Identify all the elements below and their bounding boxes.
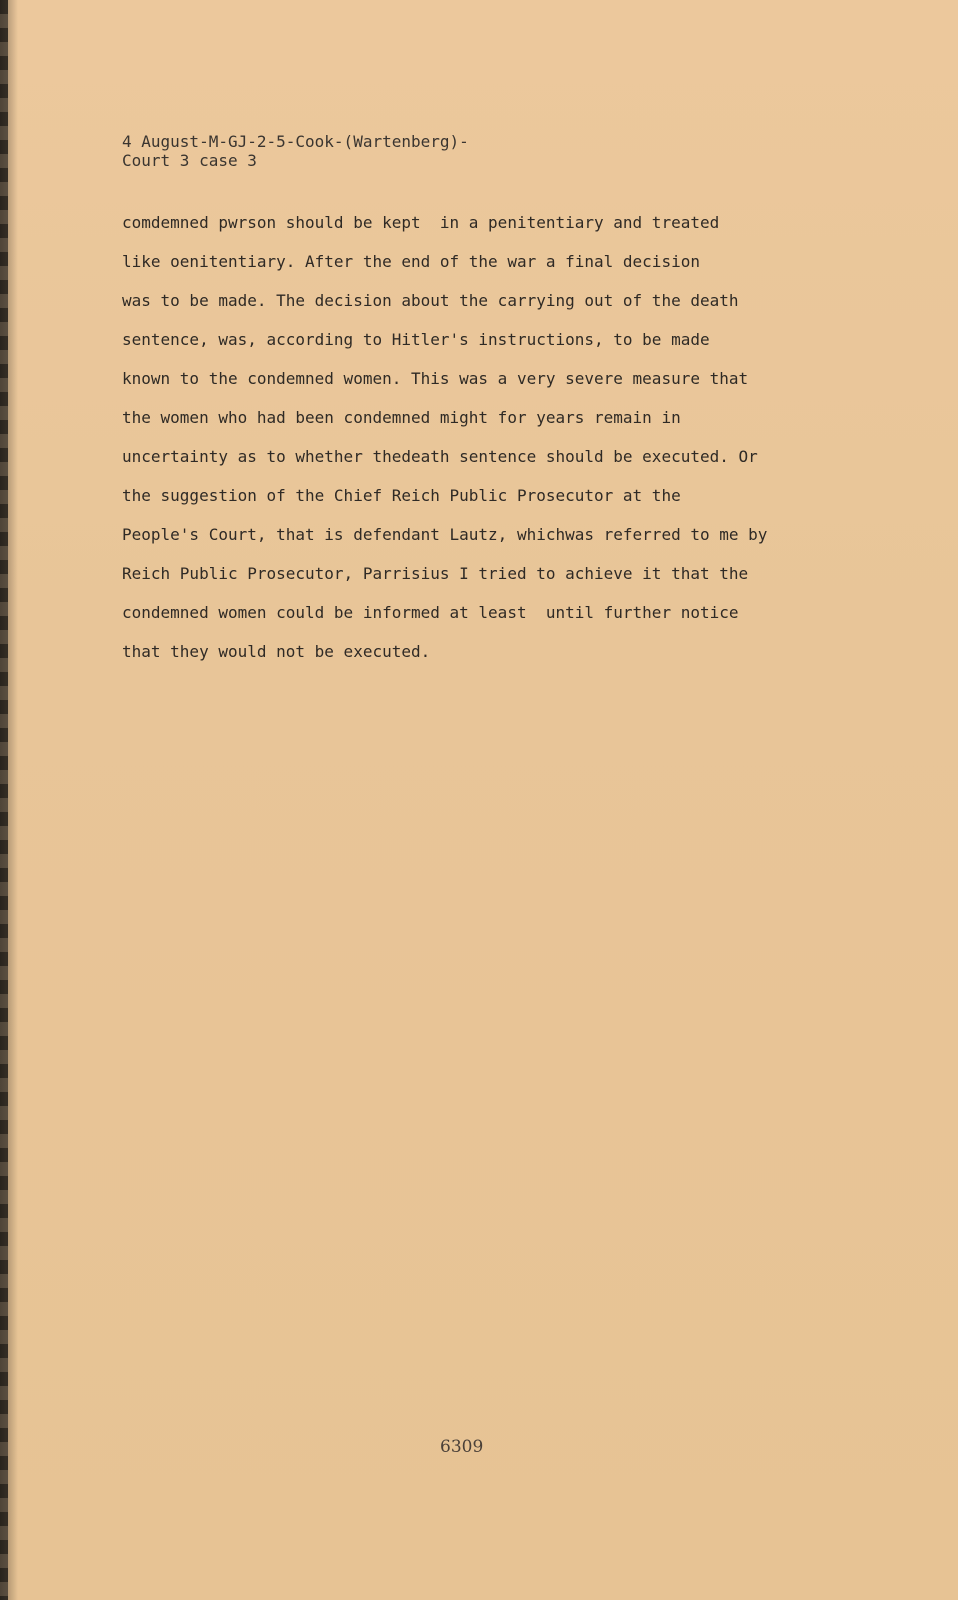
body-line: known to the condemned women. This was a very severe measure that [122,369,749,388]
body-line: the suggestion of the Chief Reich Public Prosecutor at the [122,486,681,505]
document-header [122,132,469,170]
header-line-2: Court 3 case 3 [122,151,257,170]
body-line: like oenitentiary. After the end of the war a final decision [122,252,700,271]
body-line: People's Court, that is defendant Lautz, whichwas referred to me by [122,525,768,544]
body-text [122,212,862,680]
body-line: that they would not be executed. [122,642,431,661]
body-line: was to be made. The decision about the carrying out of the death [122,291,739,310]
body-line: uncertainty as to whether thedeath sentence should be executed. Or [122,447,758,466]
header-line-1: 4 August-M-GJ-2-5-Cook-(Wartenberg)- [122,132,469,151]
body-line: Reich Public Prosecutor, Parrisius I tried to achieve it that the [122,564,749,583]
binding-edge [0,0,8,1600]
body-line: sentence, was, according to Hitler's instructions, to be made [122,330,710,349]
body-line: comdemned pwrson should be kept in a penitentiary and treated [122,213,720,232]
page-number: 6309 [440,1437,484,1457]
body-line: condemned women could be informed at least until further notice [122,603,739,622]
body-line: the women who had been condemned might for years remain in [122,408,681,427]
